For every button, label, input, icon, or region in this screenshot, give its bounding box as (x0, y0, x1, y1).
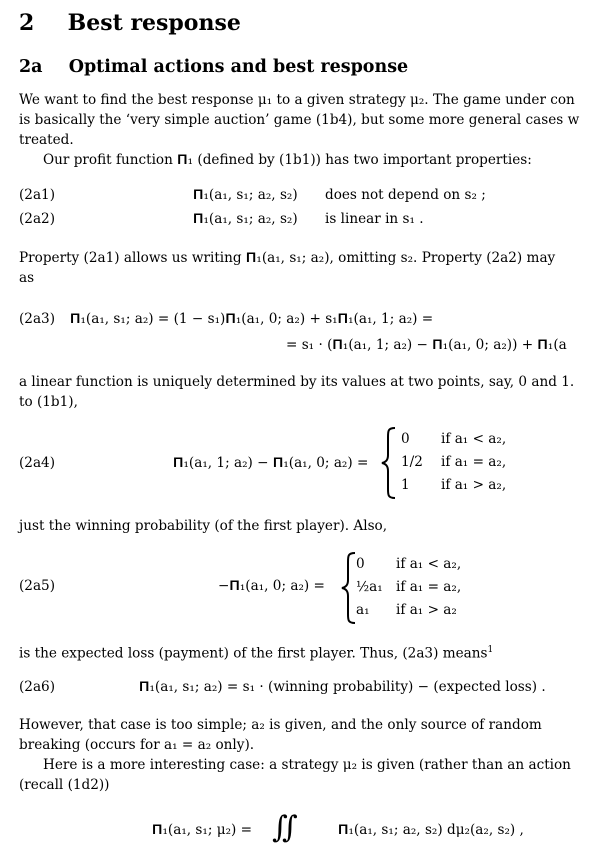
paragraph-line: We want to find the best response μ₁ to a given strategy μ₂. The game under con (19, 92, 575, 108)
equation-rhs: is linear in s₁ . (325, 211, 424, 227)
equation-label: (2a1) (19, 187, 56, 203)
case-value: 0 (401, 431, 410, 447)
equation-lhs: 𝚷₁(a₁, s₁; a₂, s₂) (193, 187, 298, 203)
paragraph-line: breaking (occurs for a₁ = a₂ only). (19, 737, 255, 753)
paragraph-line: Here is a more interesting case: a strategy μ₂ is given (rather than an action (43, 757, 571, 773)
case-condition: if a₁ < a₂, (396, 556, 462, 572)
paragraph-line (19, 640, 493, 664)
left-brace (380, 427, 398, 499)
paragraph-line: just the winning probability (of the first player). Also, (19, 518, 388, 534)
paragraph-line: treated. (19, 132, 74, 148)
equation-body: 𝚷₁(a₁, s₁; a₂) = s₁ · (winning probability) − (expected loss) . (139, 679, 546, 695)
case-condition: if a₁ > a₂, (441, 477, 507, 493)
case-value: ½a₁ (356, 579, 383, 595)
section-heading (19, 10, 241, 36)
equation-label: (2a6) (19, 679, 56, 695)
paragraph-line: Our profit function 𝚷₁ (defined by (1b1)) has two important properties: (43, 152, 532, 168)
case-value: 1/2 (401, 454, 423, 470)
subsection-heading (19, 57, 408, 77)
case-value: 1 (401, 477, 410, 493)
equation-label: (2a4) (19, 455, 56, 471)
footnote-mark[interactable]: 1 (487, 645, 494, 655)
paragraph-line: However, that case is too simple; a₂ is given, and the only source of random (19, 717, 542, 733)
case-value: 0 (356, 556, 365, 572)
equation-lhs: 𝚷₁(a₁, s₁; a₂, s₂) (193, 211, 298, 227)
equation-label: (2a3) (19, 311, 56, 327)
paragraph-line: a linear function is uniquely determined by its values at two points, say, 0 and 1. (19, 374, 575, 390)
equation-rhs: 𝚷₁(a₁, s₁; a₂, s₂) dμ₂(a₂, s₂) , (338, 822, 524, 838)
case-condition: if a₁ < a₂, (441, 431, 507, 447)
paragraph-line: as (19, 270, 35, 286)
section-number: 2 (19, 10, 35, 36)
double-integral: ∬ (272, 810, 298, 845)
paragraph-line: is basically the ‘very simple auction’ game (1b4), but some more general cases w (19, 112, 580, 128)
equation-lhs: 𝚷₁(a₁, s₁; μ₂) = (152, 822, 253, 838)
equation-lhs: 𝚷₁(a₁, 1; a₂) − 𝚷₁(a₁, 0; a₂) = (173, 455, 369, 471)
paragraph-line: (recall (1d2)) (19, 777, 110, 793)
paragraph-line: Property (2a1) allows us writing 𝚷₁(a₁, s₁; a₂), omitting s₂. Property (2a2) may (19, 250, 556, 266)
subsection-number: 2a (19, 57, 43, 77)
equation-lhs: −𝚷₁(a₁, 0; a₂) = (218, 578, 325, 594)
subsection-title: Optimal actions and best response (68, 57, 409, 77)
equation-line: 𝚷₁(a₁, s₁; a₂) = (1 − s₁)𝚷₁(a₁, 0; a₂) + s₁𝚷₁(a₁, 1; a₂) = (70, 311, 434, 327)
case-condition: if a₁ = a₂, (396, 579, 462, 595)
case-condition: if a₁ = a₂, (441, 454, 507, 470)
case-value: a₁ (356, 602, 370, 618)
equation-label: (2a5) (19, 578, 56, 594)
section-title: Best response (67, 10, 241, 36)
paragraph-line: to (1b1), (19, 394, 78, 410)
paragraph-text: is the expected loss (payment) of the first player. Thus, (2a3) means (19, 645, 488, 662)
equation-line: = s₁ · (𝚷₁(a₁, 1; a₂) − 𝚷₁(a₁, 0; a₂)) + 𝚷₁(a (286, 337, 567, 353)
equation-rhs: does not depend on s₂ ; (325, 187, 486, 203)
equation-label: (2a2) (19, 211, 56, 227)
case-condition: if a₁ > a₂ (396, 602, 457, 618)
